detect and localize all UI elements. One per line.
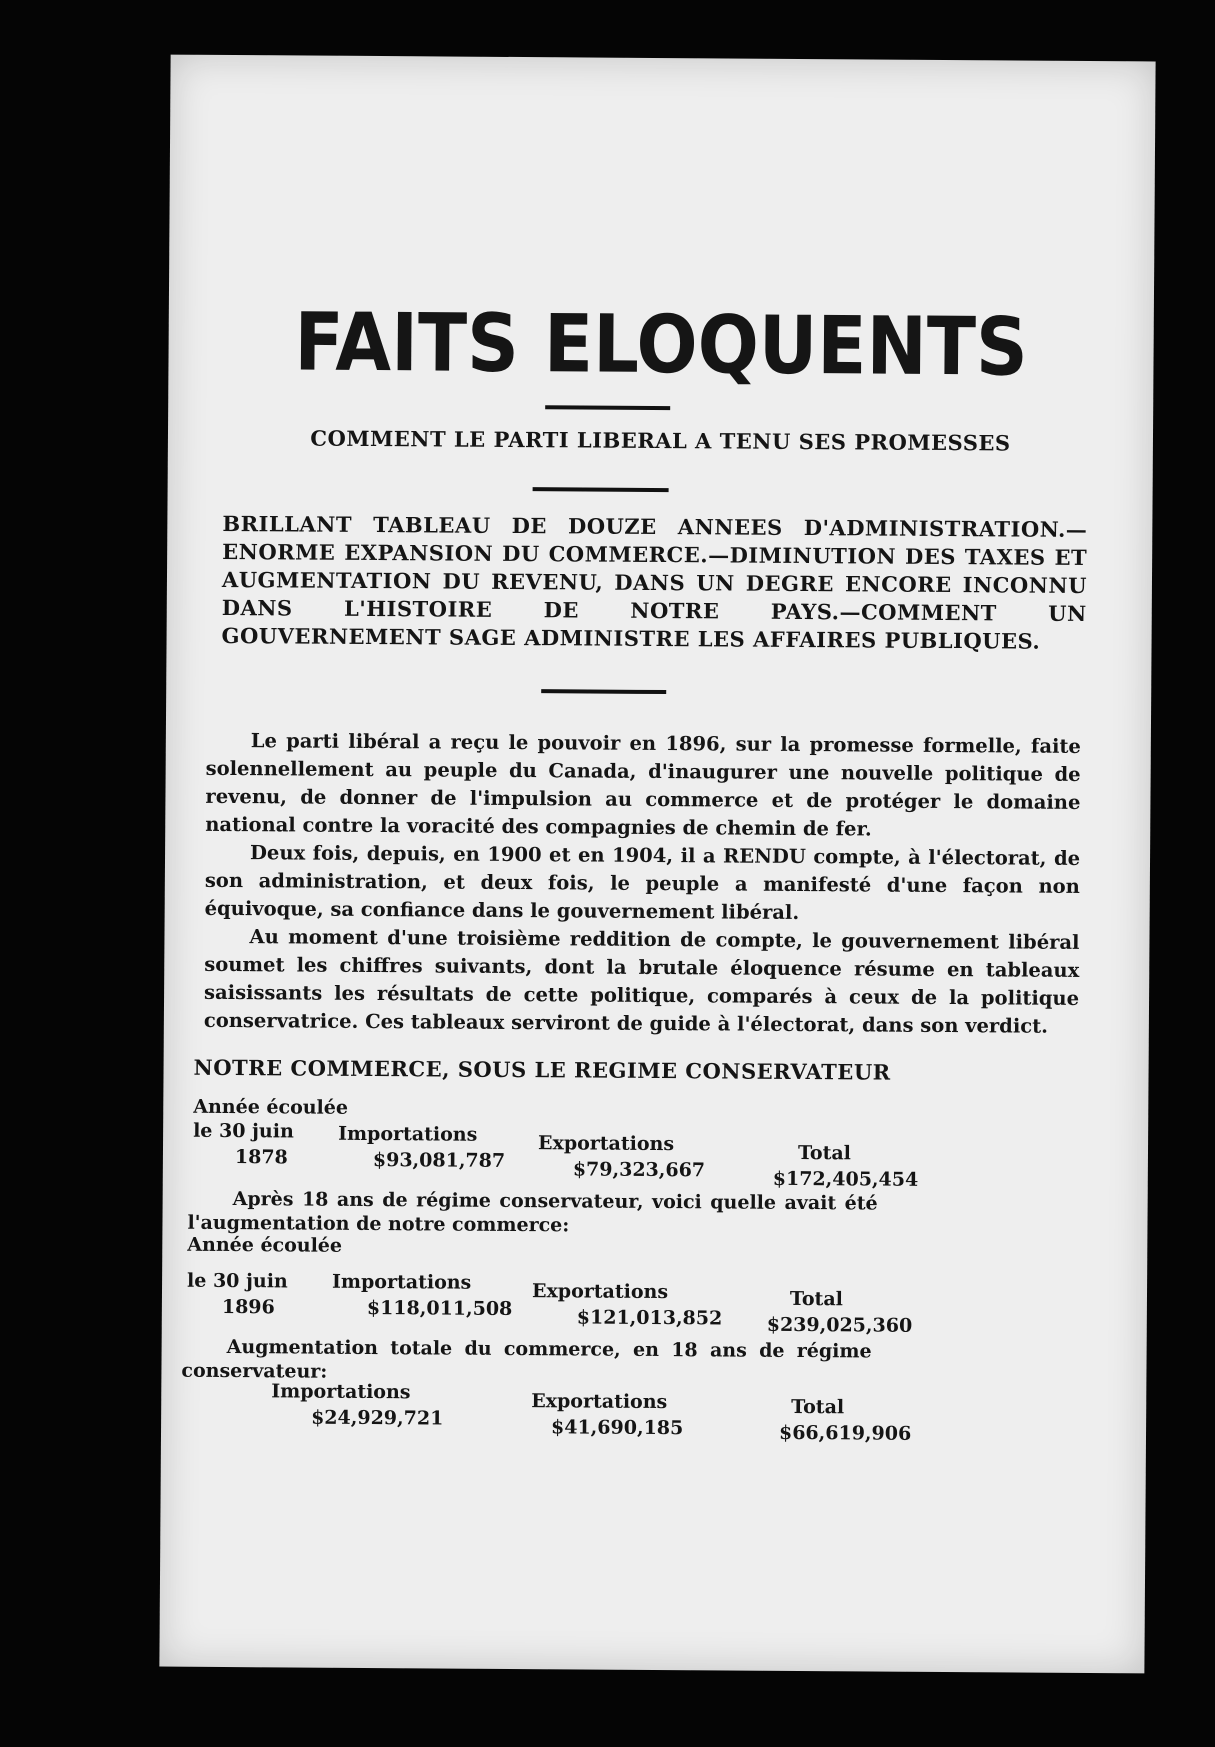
exports-label: Exportations — [537, 1132, 675, 1156]
divider-rule — [545, 405, 670, 410]
subtitle: COMMENT LE PARTI LIBERAL A TENU SES PROMESSES — [310, 425, 1011, 456]
exports-value: $41,690,185 — [550, 1416, 684, 1440]
year-label: Année écoulée — [193, 1095, 349, 1119]
date-label: le 30 juin — [193, 1119, 294, 1143]
paragraph: Deux fois, depuis, en 1900 et en 1904, il a RENDU compte, à l'électorat, de son administration, et deux fois, le peuple a manifesté d'une façon non équivoque, sa confiance dans le gouvernement libéral. — [204, 841, 1081, 924]
total-value: $66,619,906 — [778, 1421, 912, 1445]
exports-value: $79,323,667 — [572, 1158, 706, 1182]
paragraph: Au moment d'une troisième reddition de compte, le gouvernement libéral soumet les chiffres suivants, dont la brutale éloquence résume en tableaux saisissants les résultats de cette politique, comparés à ceux de la politique conservatrice. Ces tableaux serviront de guide à l'électorat, dans son verdict. — [203, 925, 1080, 1038]
total-label: Total — [797, 1141, 851, 1165]
summary-text: BRILLANT TABLEAU DE DOUZE ANNEES D'ADMINISTRATION.—ENORME EXPANSION DU COMMERCE.—DIMINUTION DES TAXES ET AUGMENTATION DU REVENU, DANS UN DEGRE ENCORE INCONNU DANS L'HISTOIRE DE NOTRE PAYS.—COMMENT UN GOUVERNEMENT SAGE ADMINISTRE LES AFFAIRES PUBLIQUES. — [221, 510, 1088, 654]
augmentation-text: Augmentation totale du commerce, en 18 ans de régime conservateur: — [181, 1336, 872, 1383]
imports-label: Importations — [271, 1380, 411, 1404]
total-label: Total — [789, 1287, 843, 1311]
year-value: 1878 — [234, 1146, 288, 1169]
year-value: 1896 — [221, 1295, 275, 1319]
total-label: Total — [791, 1395, 845, 1419]
imports-value: $24,929,721 — [311, 1406, 444, 1430]
divider-rule — [533, 487, 669, 492]
body-text — [204, 727, 1081, 1041]
summary-block — [221, 510, 1087, 656]
section-heading: NOTRE COMMERCE, SOUS LE REGIME CONSERVATEUR — [193, 1054, 891, 1085]
divider-rule — [541, 689, 666, 694]
document-page — [159, 55, 1155, 1674]
total-value: $239,025,360 — [766, 1313, 913, 1337]
imports-value: $118,011,508 — [366, 1296, 513, 1320]
exports-label: Exportations — [531, 1280, 669, 1304]
date-label: le 30 juin — [187, 1269, 288, 1293]
imports-label: Importations — [331, 1270, 472, 1294]
total-value: $172,405,454 — [772, 1167, 919, 1191]
after-18-years-text: Après 18 ans de régime conservateur, voici quelle avait été l'augmentation de notre commerce: — [187, 1188, 878, 1237]
imports-value: $93,081,787 — [372, 1149, 506, 1172]
year-label: Année écoulée — [187, 1233, 343, 1257]
exports-label: Exportations — [531, 1390, 668, 1414]
exports-value: $121,013,852 — [576, 1306, 723, 1330]
imports-label: Importations — [338, 1122, 478, 1146]
paragraph: Le parti libéral a reçu le pouvoir en 1896, sur la promesse formelle, faite solennellement au peuple du Canada, d'inaugurer une nouvelle politique de revenu, de donner de l'impulsion au commerce et de protéger le domaine national contre la voracité des compagnies de chemin de fer. — [205, 729, 1081, 841]
page-title: FAITS ELOQUENTS — [294, 295, 1029, 394]
